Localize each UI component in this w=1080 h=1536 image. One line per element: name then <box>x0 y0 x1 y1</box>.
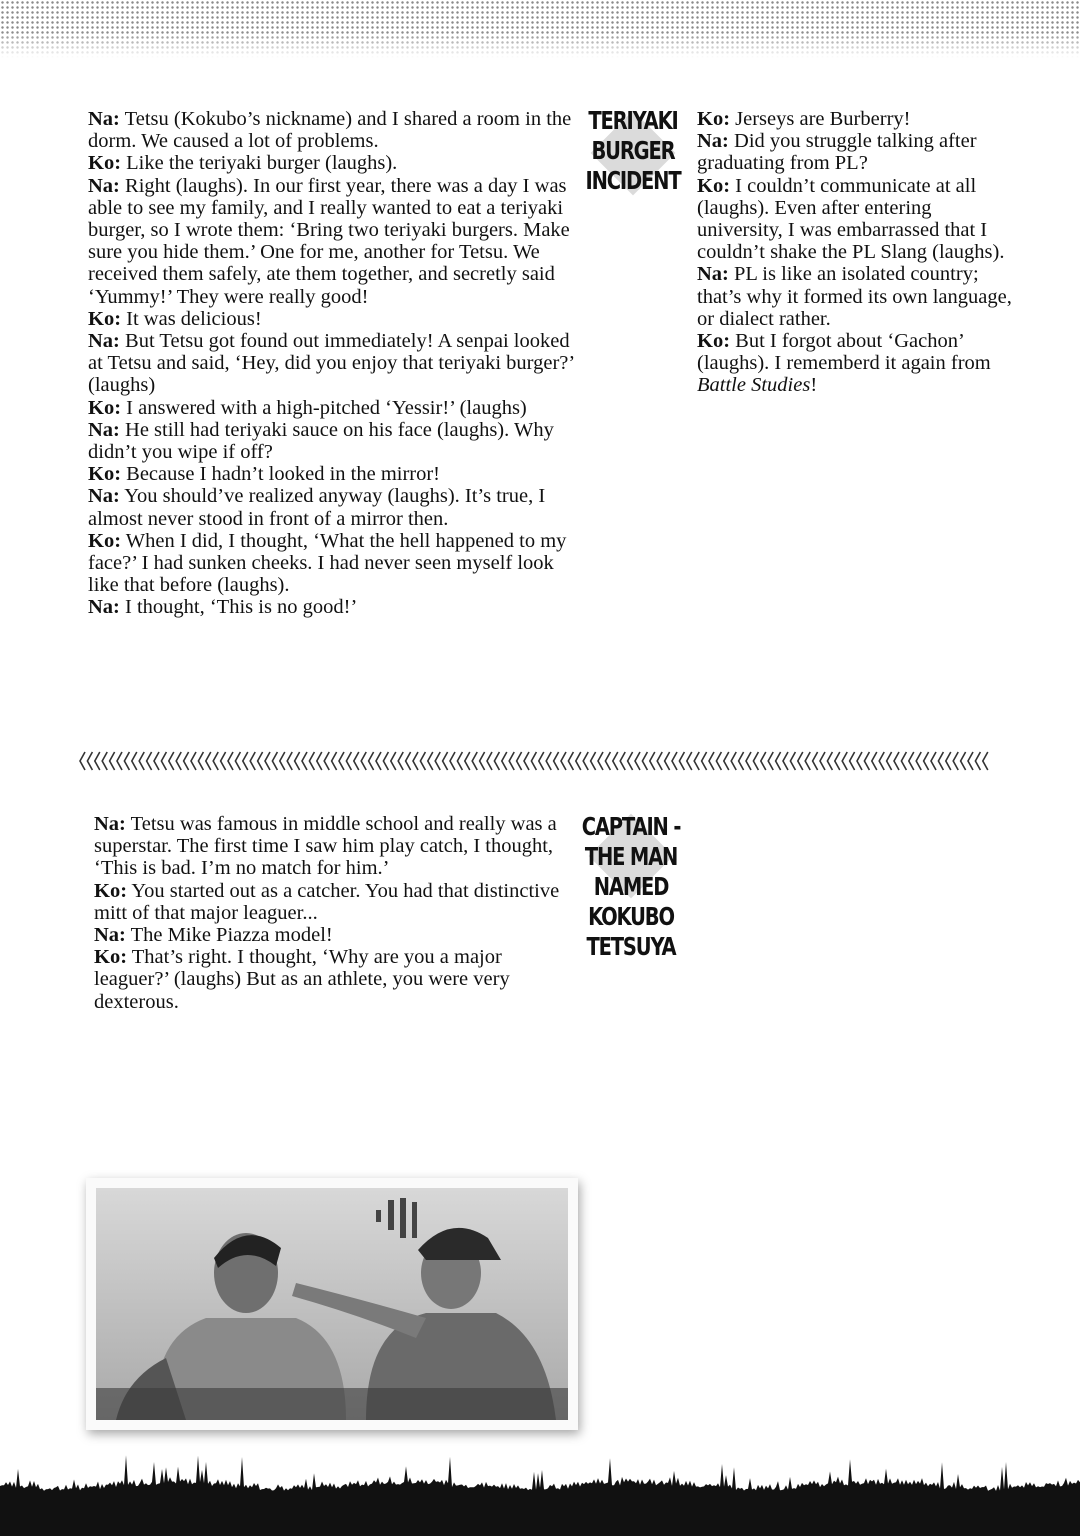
dialogue-text: Like the teriyaki burger (laughs). <box>121 152 398 175</box>
dialogue-column-captain <box>94 813 564 1013</box>
speaker-label: Ko: <box>697 174 731 197</box>
speaker-label: Ko: <box>697 108 731 130</box>
dialogue-line <box>697 130 1017 174</box>
speaker-label: Ko: <box>88 152 122 175</box>
speaker-label: Na: <box>697 130 729 153</box>
speaker-label: Na: <box>88 596 120 619</box>
dialogue-column-right <box>697 108 1017 397</box>
dialogue-line <box>697 175 1017 264</box>
speaker-label: Ko: <box>88 463 122 486</box>
speaker-label: Ko: <box>88 307 122 330</box>
section-heading-captain <box>573 812 690 962</box>
speaker-label: Na: <box>88 485 120 508</box>
dialogue-line <box>94 946 564 1013</box>
halftone-header-band <box>0 0 1080 58</box>
dialogue-text: I answered with a high-pitched ‘Yessir!’ (laughs) <box>121 396 527 419</box>
dialogue-line <box>88 530 588 597</box>
heading-line: BURGER <box>591 136 675 165</box>
dialogue-line <box>88 397 588 419</box>
dialogue-line <box>88 485 588 529</box>
dialogue-text: The Mike Piazza model! <box>125 924 333 947</box>
heading-line: THE MAN <box>584 842 678 871</box>
dialogue-line <box>94 924 564 946</box>
stitch-divider <box>78 748 992 774</box>
stitch-marks <box>80 752 988 770</box>
dialogue-line <box>697 330 1017 397</box>
heading-line: TERIYAKI <box>588 106 678 135</box>
dialogue-text: PL is like an isolated country; that’s why it formed its own language, or dialect rather. <box>697 263 1012 330</box>
dialogue-line <box>94 880 564 924</box>
dialogue-line <box>88 308 588 330</box>
dialogue-line <box>697 108 1017 130</box>
dialogue-text: Because I hadn’t looked in the mirror! <box>121 463 441 486</box>
speaker-label: Ko: <box>88 529 122 552</box>
dialogue-line <box>88 108 588 152</box>
grass-shape <box>0 1455 1080 1536</box>
dialogue-line <box>94 813 564 880</box>
heading-line: INCIDENT <box>585 166 681 195</box>
grass-silhouette-border <box>0 1440 1080 1536</box>
dialogue-line <box>88 175 588 308</box>
heading-line: NAMED <box>593 872 669 901</box>
speaker-label: Ko: <box>88 396 122 419</box>
dialogue-text: Tetsu was famous in middle school and really was a superstar. The first time I saw him play catch, I thought, ‘This is bad. I’m no match for him.’ <box>94 813 557 880</box>
speaker-label: Na: <box>88 174 120 197</box>
dialogue-line <box>88 330 588 397</box>
dialogue-text: It was delicious! <box>121 307 262 330</box>
dialogue-text: But Tetsu got found out immediately! A senpai looked at Tetsu and said, ‘Hey, did you enjoy that teriyaki burger?’ (laughs) <box>88 330 574 397</box>
dialogue-text: Right (laughs). In our first year, there was a day I was able to see my family, and I really wanted to eat a teriyaki burger, so I wrote them: ‘Bring two teriyaki burgers. Make sure you hide them.’ One for me, another for Tetsu. We received them safely, ate them together, and secretly said ‘Yummy!’ They were really good! <box>88 174 570 308</box>
section-heading-teriyaki <box>578 106 687 196</box>
dialogue-line <box>88 152 588 174</box>
speaker-label: Na: <box>94 924 126 947</box>
speaker-label: Na: <box>697 263 729 286</box>
dialogue-text: That’s right. I thought, ‘Why are you a major leaguer?’ (laughs) But as an athlete, you were very dexterous. <box>94 946 510 1013</box>
dialogue-text: I couldn’t communicate at all (laughs). Even after entering university, I was embarrassed that I couldn’t shake the PL Slang (laughs). <box>697 174 1005 264</box>
speaker-label: Na: <box>88 108 120 130</box>
dialogue-text: But I forgot about ‘Gachon’ (laughs). I rememberd it again from <box>697 330 991 375</box>
heading-line: KOKUBO <box>588 902 674 931</box>
dialogue-text: Did you struggle talking after graduating from PL? <box>697 130 977 175</box>
dialogue-text: I thought, ‘This is no good!’ <box>119 596 358 619</box>
dialogue-text: You should’ve realized anyway (laughs). It’s true, I almost never stood in front of a mirror then. <box>88 485 546 530</box>
dialogue-line <box>88 419 588 463</box>
dialogue-text: He still had teriyaki sauce on his face (laughs). Why didn’t you wipe if off? <box>88 418 554 464</box>
speaker-label: Na: <box>88 418 120 441</box>
photo-two-men-icon <box>96 1188 568 1420</box>
speaker-label: Ko: <box>94 946 128 969</box>
heading-line: TETSUYA <box>586 932 676 961</box>
dialogue-text: When I did, I thought, ‘What the hell happened to my face?’ I had sunken cheeks. I had never seen myself look like that before (laughs). <box>88 529 567 597</box>
dialogue-line <box>88 463 588 485</box>
dialogue-text: You started out as a catcher. You had that distinctive mitt of that major leaguer... <box>94 879 560 924</box>
speaker-label: Na: <box>88 330 120 353</box>
heading-line: CAPTAIN - <box>581 812 681 841</box>
speaker-label: Ko: <box>697 330 731 353</box>
book-title: Battle Studies <box>697 374 811 397</box>
dialogue-text: ! <box>810 374 818 397</box>
dialogue-text: Tetsu (Kokubo’s nickname) and I shared a room in the dorm. We caused a lot of problems. <box>88 108 572 153</box>
photo-frame <box>86 1178 578 1430</box>
speaker-label: Na: <box>94 813 126 835</box>
dialogue-text: Jerseys are Burberry! <box>730 108 911 130</box>
speaker-label: Ko: <box>94 879 128 902</box>
dialogue-line <box>697 263 1017 330</box>
dialogue-column-left <box>88 108 588 619</box>
dialogue-line <box>88 596 588 618</box>
